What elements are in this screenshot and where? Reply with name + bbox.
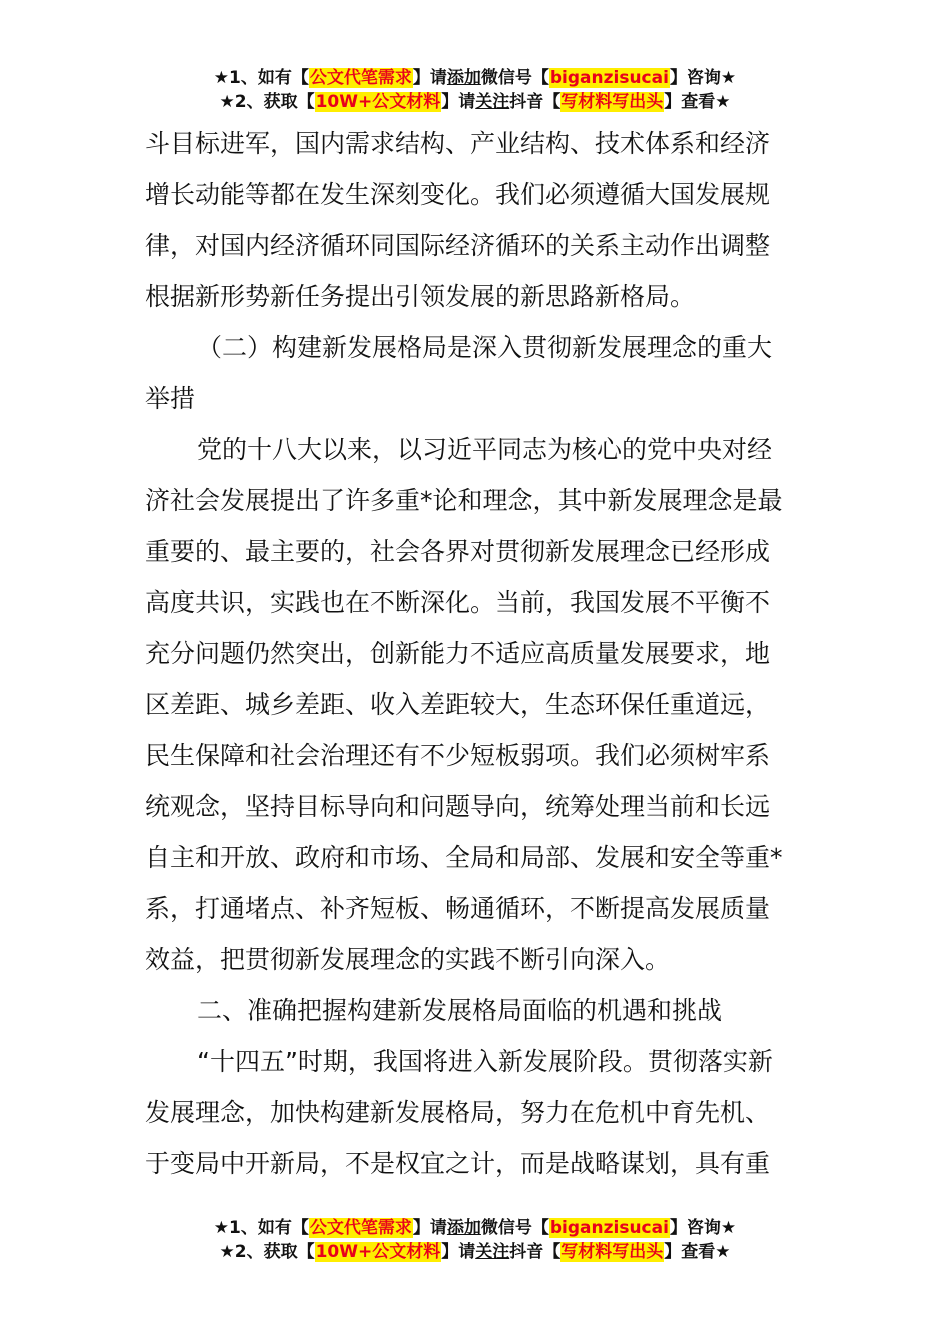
- banner-underlined: 添加: [446, 1218, 481, 1238]
- text-line: 济社会发展提出了许多重*论和理念，其中新发展理念是最: [145, 486, 783, 515]
- banner-line-2: [0, 90, 950, 114]
- banner-text: 】查看★: [664, 1242, 731, 1262]
- banner-highlight: biganzisucai: [549, 1218, 669, 1238]
- banner-underlined: 关注: [475, 92, 510, 112]
- text-line: 斗目标进军，国内需求结构、产业结构、技术体系和经济: [145, 129, 771, 158]
- banner-highlight: 写材料写出头: [561, 92, 664, 112]
- text-line: 律，对国内经济循环同国际经济循环的关系主动作出调整: [145, 231, 771, 260]
- text-line: “十四五”时期，我国将进入新发展阶段。贯彻落实新: [197, 1047, 773, 1076]
- banner-highlight: biganzisucai: [549, 68, 669, 88]
- section-heading-line: （二）构建新发展格局是深入贯彻新发展理念的重大: [197, 333, 773, 362]
- text-line: 统观念，坚持目标导向和问题导向，统筹处理当前和长远: [145, 792, 771, 821]
- banner-text: 微信号【: [480, 1218, 549, 1238]
- banner-underlined: 添加: [446, 68, 481, 88]
- banner-highlight: 公文代笔需求: [309, 1218, 412, 1238]
- header-banner: [0, 66, 950, 114]
- section-heading-line: 举措: [145, 384, 196, 413]
- section-heading-line: 二、准确把握构建新发展格局面临的机遇和挑战: [197, 996, 723, 1025]
- banner-line-1: [0, 66, 950, 90]
- text-line: 自主和开放、政府和市场、全局和局部、发展和安全等重*: [145, 843, 783, 872]
- text-line: 充分问题仍然突出，创新能力不适应高质量发展要求，地: [145, 639, 771, 668]
- banner-highlight: 公文代笔需求: [309, 68, 412, 88]
- banner-text: 】请: [412, 1218, 447, 1238]
- banner-text: 微信号【: [480, 68, 549, 88]
- banner-text: ★2、获取【: [219, 1242, 315, 1262]
- banner-text: ★1、如有【: [213, 68, 309, 88]
- document-body: [145, 118, 809, 1189]
- banner-text: 】请: [412, 68, 447, 88]
- text-line: 党的十八大以来，以习近平同志为核心的党中央对经: [197, 435, 773, 464]
- banner-text: 】请: [441, 92, 476, 112]
- text-line: 高度共识，实践也在不断深化。当前，我国发展不平衡不: [145, 588, 771, 617]
- banner-text: ★1、如有【: [213, 1218, 309, 1238]
- text-line: 发展理念，加快构建新发展格局，努力在危机中育先机、: [145, 1098, 771, 1127]
- banner-highlight: 写材料写出头: [561, 1242, 664, 1262]
- text-line: 增长动能等都在发生深刻变化。我们必须遵循大国发展规: [145, 180, 771, 209]
- banner-highlight: 10W+公文材料: [315, 92, 441, 112]
- text-line: 系，打通堵点、补齐短板、畅通循环，不断提高发展质量: [145, 894, 771, 923]
- banner-text: 抖音【: [509, 92, 561, 112]
- banner-text: 】查看★: [664, 92, 731, 112]
- text-line: 民生保障和社会治理还有不少短板弱项。我们必须树牢系: [145, 741, 771, 770]
- text-line: 重要的、最主要的，社会各界对贯彻新发展理念已经形成: [145, 537, 771, 566]
- banner-underlined: 关注: [475, 1242, 510, 1262]
- text-line: 于变局中开新局，不是权宜之计，而是战略谋划，具有重: [145, 1149, 771, 1178]
- banner-line-2: [0, 1240, 950, 1264]
- banner-line-1: [0, 1216, 950, 1240]
- banner-text: ★2、获取【: [219, 92, 315, 112]
- footer-banner: [0, 1216, 950, 1264]
- text-line: 根据新形势新任务提出引领发展的新思路新格局。: [145, 282, 696, 311]
- text-line: 效益，把贯彻新发展理念的实践不断引向深入。: [145, 945, 671, 974]
- banner-text: 】咨询★: [669, 68, 737, 88]
- banner-text: 】请: [441, 1242, 476, 1262]
- banner-highlight: 10W+公文材料: [315, 1242, 441, 1262]
- banner-text: 】咨询★: [669, 1218, 737, 1238]
- text-line: 区差距、城乡差距、收入差距较大，生态环保任重道远，: [145, 690, 771, 719]
- banner-text: 抖音【: [509, 1242, 561, 1262]
